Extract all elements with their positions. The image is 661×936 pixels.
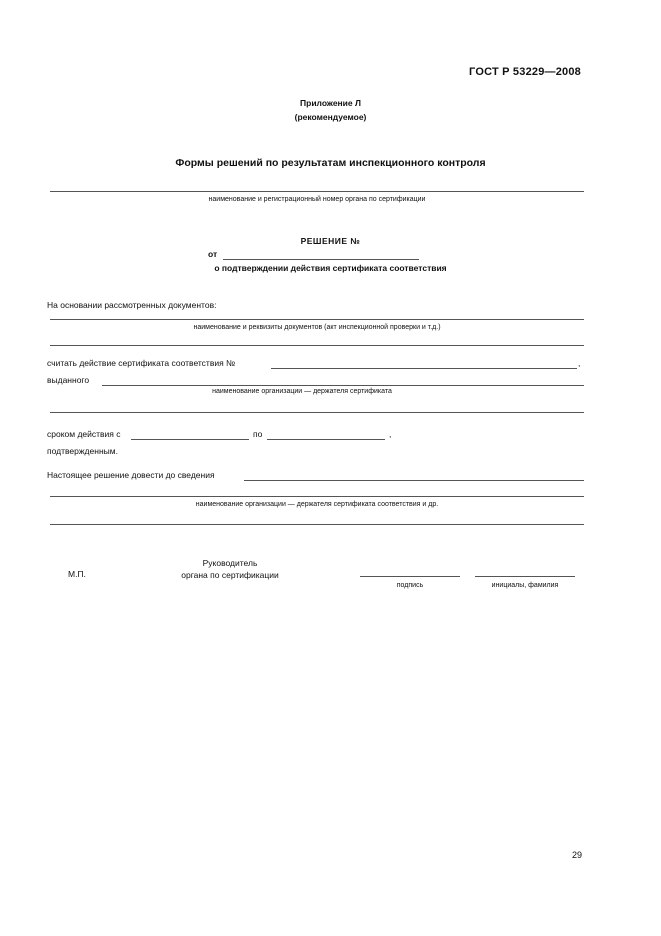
decision-heading: РЕШЕНИЕ № [300,236,361,246]
term-comma: , [389,429,392,439]
appendix-status: (рекомендуемое) [294,112,367,122]
head-org: органа по сертификации [181,570,279,580]
signature-line[interactable] [360,576,460,577]
notify-caption: наименование организации — держателя сертификата соответствия и др. [195,501,439,508]
form-title: Формы решений по результатам инспекционного контроля [175,157,486,169]
head-title: Руководитель [202,558,258,568]
name-line[interactable] [475,576,575,577]
signatory-title [150,557,310,581]
documents-line-2[interactable] [50,345,584,346]
signature-caption: подпись [396,582,424,589]
holder-line-2[interactable] [50,412,584,413]
term-end-line[interactable] [267,439,385,440]
stamp-label: М.П. [68,569,86,579]
decision-date-label: от [208,249,218,259]
documents-caption: наименование и реквизиты документов (акт инспекционной проверки и т.д.) [193,324,441,331]
page-number: 29 [572,850,583,860]
document-code: ГОСТ Р 53229—2008 [469,66,581,78]
decision-subject: о подтверждении действия сертификата соответствия [214,263,447,273]
notify-line[interactable] [244,480,584,481]
appendix-heading [0,96,661,124]
appendix-label: Приложение Л [300,98,361,108]
name-caption: инициалы, фамилия [491,582,559,589]
comma: , [578,358,581,368]
notify-line-3[interactable] [50,524,584,525]
notify-line-2[interactable] [50,496,584,497]
decision-date-line[interactable] [223,259,419,260]
org-name-caption: наименование и регистрационный номер органа по сертификации [208,196,426,203]
notify-label: Настоящее решение довести до сведения [47,470,215,480]
org-name-line[interactable] [50,191,584,192]
holder-line[interactable] [102,385,584,386]
validity-label: считать действие сертификата соответствия № [47,358,236,368]
documents-line[interactable] [50,319,584,320]
issued-label: выданного [47,375,90,385]
term-to-label: по [253,429,263,439]
confirmed-label: подтвержденным. [47,446,118,456]
certificate-number-line[interactable] [271,368,577,369]
holder-caption: наименование организации — держателя сертификата [212,388,392,395]
basis-label: На основании рассмотренных документов: [47,300,217,310]
term-label: сроком действия с [47,429,121,439]
term-start-line[interactable] [131,439,249,440]
